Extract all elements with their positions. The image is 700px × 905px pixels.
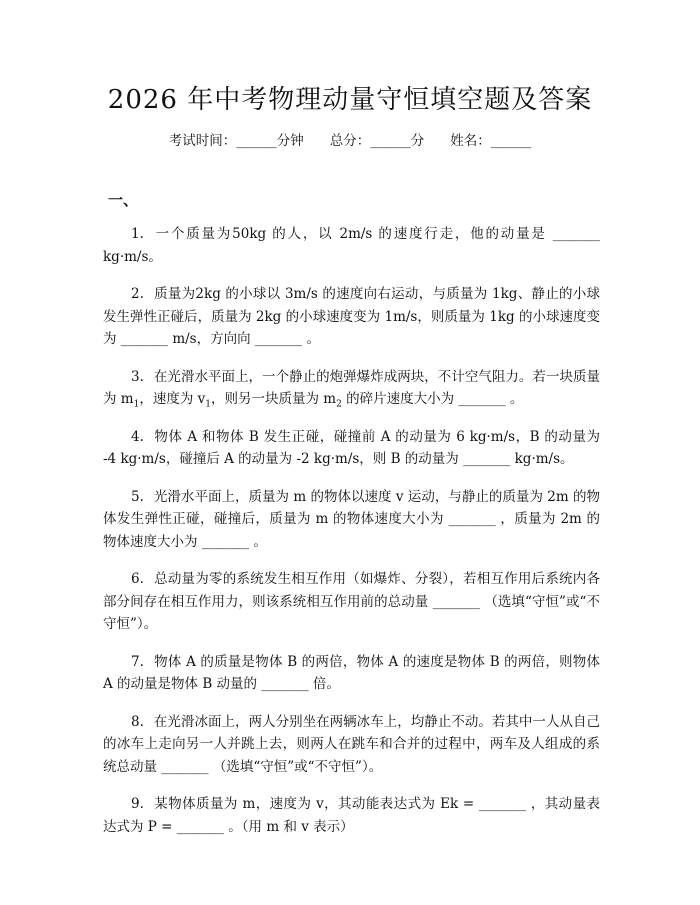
exam-info-line bbox=[0, 131, 700, 151]
question-number: 5. bbox=[131, 488, 144, 505]
question-number: 3. bbox=[131, 368, 144, 385]
question-3 bbox=[103, 366, 600, 411]
question-text: 物体 A 和物体 B 发生正碰，碰撞前 A 的动量为 6 kg·m/s，B 的动量为 -4 kg·m/s，碰撞后 A 的动量为 -2 kg·m/s，则 B 的动量为 _______ kg·m/s。 bbox=[103, 428, 600, 467]
subscript: 1 bbox=[205, 399, 211, 410]
page-title: 2026 年中考物理动量守恒填空题及答案 bbox=[107, 85, 593, 115]
question-number: 8. bbox=[131, 713, 144, 730]
question-6 bbox=[103, 568, 600, 636]
question-4 bbox=[103, 426, 600, 471]
question-text-part: ，则另一块质量为 m bbox=[210, 391, 337, 407]
question-text: 质量为2kg 的小球以 3m/s 的速度向右运动，与质量为 1kg、静止的小球发生弹性正碰后，质量为 2kg 的小球速度变为 1m/s，则质量为 1kg 的小球速度变为 _______ m/s，方向向 _______ 。 bbox=[103, 286, 600, 347]
question-number: 2. bbox=[131, 286, 144, 302]
question-number: 9. bbox=[131, 796, 144, 812]
question-number: 7. bbox=[131, 653, 144, 670]
question-text-part: 在光滑水平面上，一个静止的炮弹爆炸成两块，不计空气阻力。若一块质量为 m bbox=[103, 368, 600, 407]
question-list bbox=[103, 223, 600, 853]
question-8 bbox=[103, 711, 600, 779]
question-text: 某物体质量为 m，速度为 v，其动能表达式为 Ek = _______ ，其动量表达式为 P = _______ 。（用 m 和 v 表示） bbox=[103, 796, 600, 835]
total-score-field: 总分：______分 bbox=[329, 133, 425, 149]
question-text: 总动量为零的系统发生相互作用（如爆炸、分裂），若相互作用后系统内各部分间存在相互作用力，则该系统相互作用前的总动量 _______ （选填“守恒”或“不守恒”）。 bbox=[103, 571, 600, 632]
question-text: 在光滑冰面上，两人分别坐在两辆冰车上，均静止不动。若其中一人从自己的冰车上走向另一人并跳上去，则两人在跳车和合并的过程中，两车及人组成的系统总动量 _______ （选填“守恒”或“不守恒”）。 bbox=[103, 713, 600, 775]
question-number: 4. bbox=[131, 428, 144, 445]
exam-time-field: 考试时间：______分钟 bbox=[168, 133, 304, 149]
name-field: 姓名：______ bbox=[450, 133, 532, 149]
question-number: 6. bbox=[131, 571, 144, 587]
question-text-part: 的碎片速度大小为 _______ 。 bbox=[341, 391, 524, 407]
subscript: 2 bbox=[336, 399, 342, 410]
question-text-part: ，速度为 v bbox=[139, 391, 206, 407]
section-heading: 一、 bbox=[108, 191, 139, 209]
subscript: 1 bbox=[133, 399, 140, 410]
question-5 bbox=[103, 486, 600, 554]
question-9 bbox=[103, 793, 600, 838]
question-2 bbox=[103, 283, 600, 351]
question-text: 物体 A 的质量是物体 B 的两倍，物体 A 的速度是物体 B 的两倍，则物体 A 的动量是物体 B 动量的 _______ 倍。 bbox=[103, 653, 600, 692]
question-1 bbox=[103, 223, 600, 268]
question-7 bbox=[103, 651, 600, 696]
question-text: 光滑水平面上，质量为 m 的物体以速度 v 运动，与静止的质量为 2m 的物体发生弹性正碰，碰撞后，质量为 m 的物体速度大小为 _______ ，质量为 2m 的物体速度大小为 _______ 。 bbox=[103, 488, 600, 550]
question-text: 一个质量为50kg 的人，以 2m/s 的速度行走，他的动量是 _______ kg·m/s。 bbox=[103, 226, 600, 265]
question-number: 1. bbox=[131, 226, 144, 242]
